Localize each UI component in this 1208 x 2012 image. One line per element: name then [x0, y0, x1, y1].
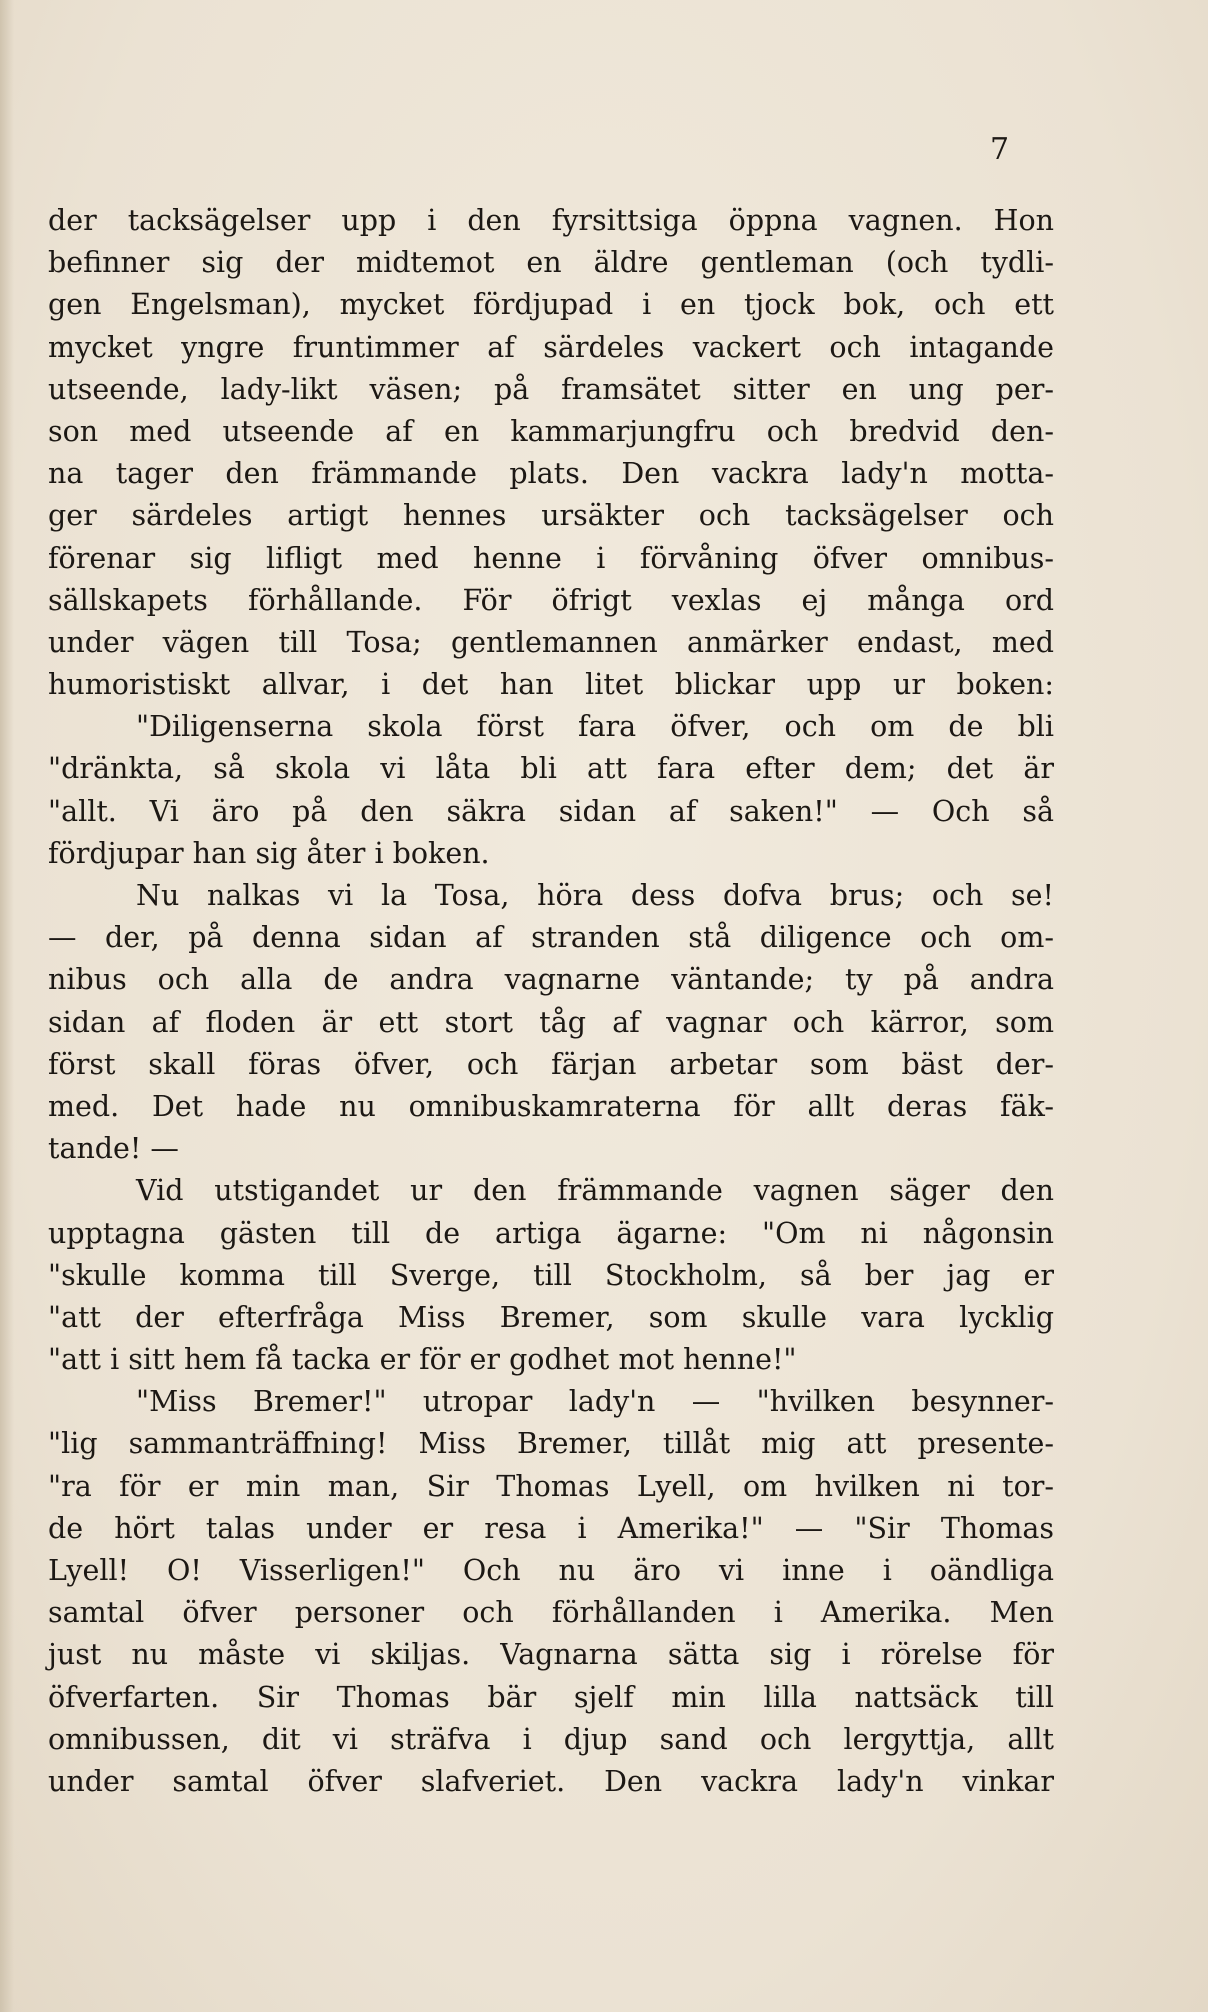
text-line: "att i sitt hem få tacka er för er godhet mot henne!": [48, 1343, 797, 1377]
text-line: "Miss Bremer!" utropar lady'n — "hvilken besynner-: [136, 1385, 1054, 1419]
text-line: under samtal öfver slafveriet. Den vackra lady'n vinkar: [48, 1764, 1054, 1798]
text-line: ger särdeles artigt hennes ursäkter och tacksägelser och: [48, 499, 1054, 533]
text-line: nibus och alla de andra vagnarne väntande; ty på andra: [48, 963, 1054, 997]
text-line: Vid utstigandet ur den främmande vagnen säger den: [136, 1174, 1054, 1208]
text-line: med. Det hade nu omnibuskamraterna för allt deras fäk-: [48, 1089, 1054, 1123]
page-number: 7: [990, 132, 1010, 167]
text-line: först skall föras öfver, och färjan arbetar som bäst der-: [48, 1047, 1054, 1081]
text-line: Lyell! O! Visserligen!" Och nu äro vi inne i oändliga: [48, 1554, 1054, 1587]
text-line: omnibussen, dit vi sträfva i djup sand och lergyttja, allt: [48, 1722, 1054, 1756]
text-line: samtal öfver personer och förhållanden i Amerika. Men: [48, 1596, 1054, 1630]
text-line: de hört talas under er resa i Amerika!" — "Sir Thomas: [48, 1511, 1054, 1545]
text-line: sällskapets förhållande. För öfrigt vexlas ej många ord: [48, 583, 1054, 617]
text-line: — der, på denna sidan af stranden stå diligence och om-: [48, 921, 1054, 955]
text-line: "allt. Vi äro på den säkra sidan af saken!" — Och så: [48, 794, 1054, 828]
text-line: utseende, lady-likt väsen; på framsätet sitter en ung per-: [48, 372, 1054, 406]
text-line: "lig sammanträffning! Miss Bremer, tillåt mig att presente-: [48, 1427, 1054, 1461]
text-line: "Diligenserna skola först fara öfver, och om de bli: [136, 710, 1054, 744]
text-line: son med utseende af en kammarjungfru och bredvid den-: [48, 414, 1054, 448]
text-line: sidan af floden är ett stort tåg af vagnar och kärror, som: [48, 1005, 1054, 1039]
text-line: fördjupar han sig åter i boken.: [48, 836, 490, 870]
text-line: na tager den främmande plats. Den vackra lady'n motta-: [48, 457, 1054, 491]
text-line: der tacksägelser upp i den fyrsittsiga öppna vagnen. Hon: [48, 204, 1054, 237]
text-line: humoristiskt allvar, i det han litet blickar upp ur boken:: [48, 668, 1054, 702]
text-line: mycket yngre fruntimmer af särdeles vackert och intagande: [48, 330, 1054, 364]
text-line: just nu måste vi skiljas. Vagnarna sätta sig i rörelse för: [48, 1638, 1054, 1672]
text-line: under vägen till Tosa; gentlemannen anmärker endast, med: [48, 625, 1054, 659]
text-line: "ra för er min man, Sir Thomas Lyell, om hvilken ni tor-: [48, 1469, 1054, 1503]
text-line: tande! —: [48, 1132, 179, 1166]
page-edge-shadow: [0, 0, 14, 2012]
text-line: befinner sig der midtemot en äldre gentleman (och tydli-: [48, 246, 1054, 280]
text-line: "skulle komma till Sverge, till Stockholm, så ber jag er: [48, 1258, 1054, 1292]
body-text: [48, 200, 1054, 1803]
text-line: "dränkta, så skola vi låta bli att fara efter dem; det är: [48, 752, 1054, 786]
text-line: gen Engelsman), mycket fördjupad i en tjock bok, och ett: [48, 288, 1054, 322]
text-line: öfverfarten. Sir Thomas bär sjelf min lilla nattsäck till: [48, 1680, 1054, 1714]
text-line: upptagna gästen till de artiga ägarne: "Om ni någonsin: [48, 1216, 1054, 1250]
text-line: "att der efterfråga Miss Bremer, som skulle vara lycklig: [48, 1300, 1054, 1334]
text-line: förenar sig lifligt med henne i förvåning öfver omnibus-: [48, 541, 1054, 575]
text-line: Nu nalkas vi la Tosa, höra dess dofva brus; och se!: [136, 879, 1054, 912]
